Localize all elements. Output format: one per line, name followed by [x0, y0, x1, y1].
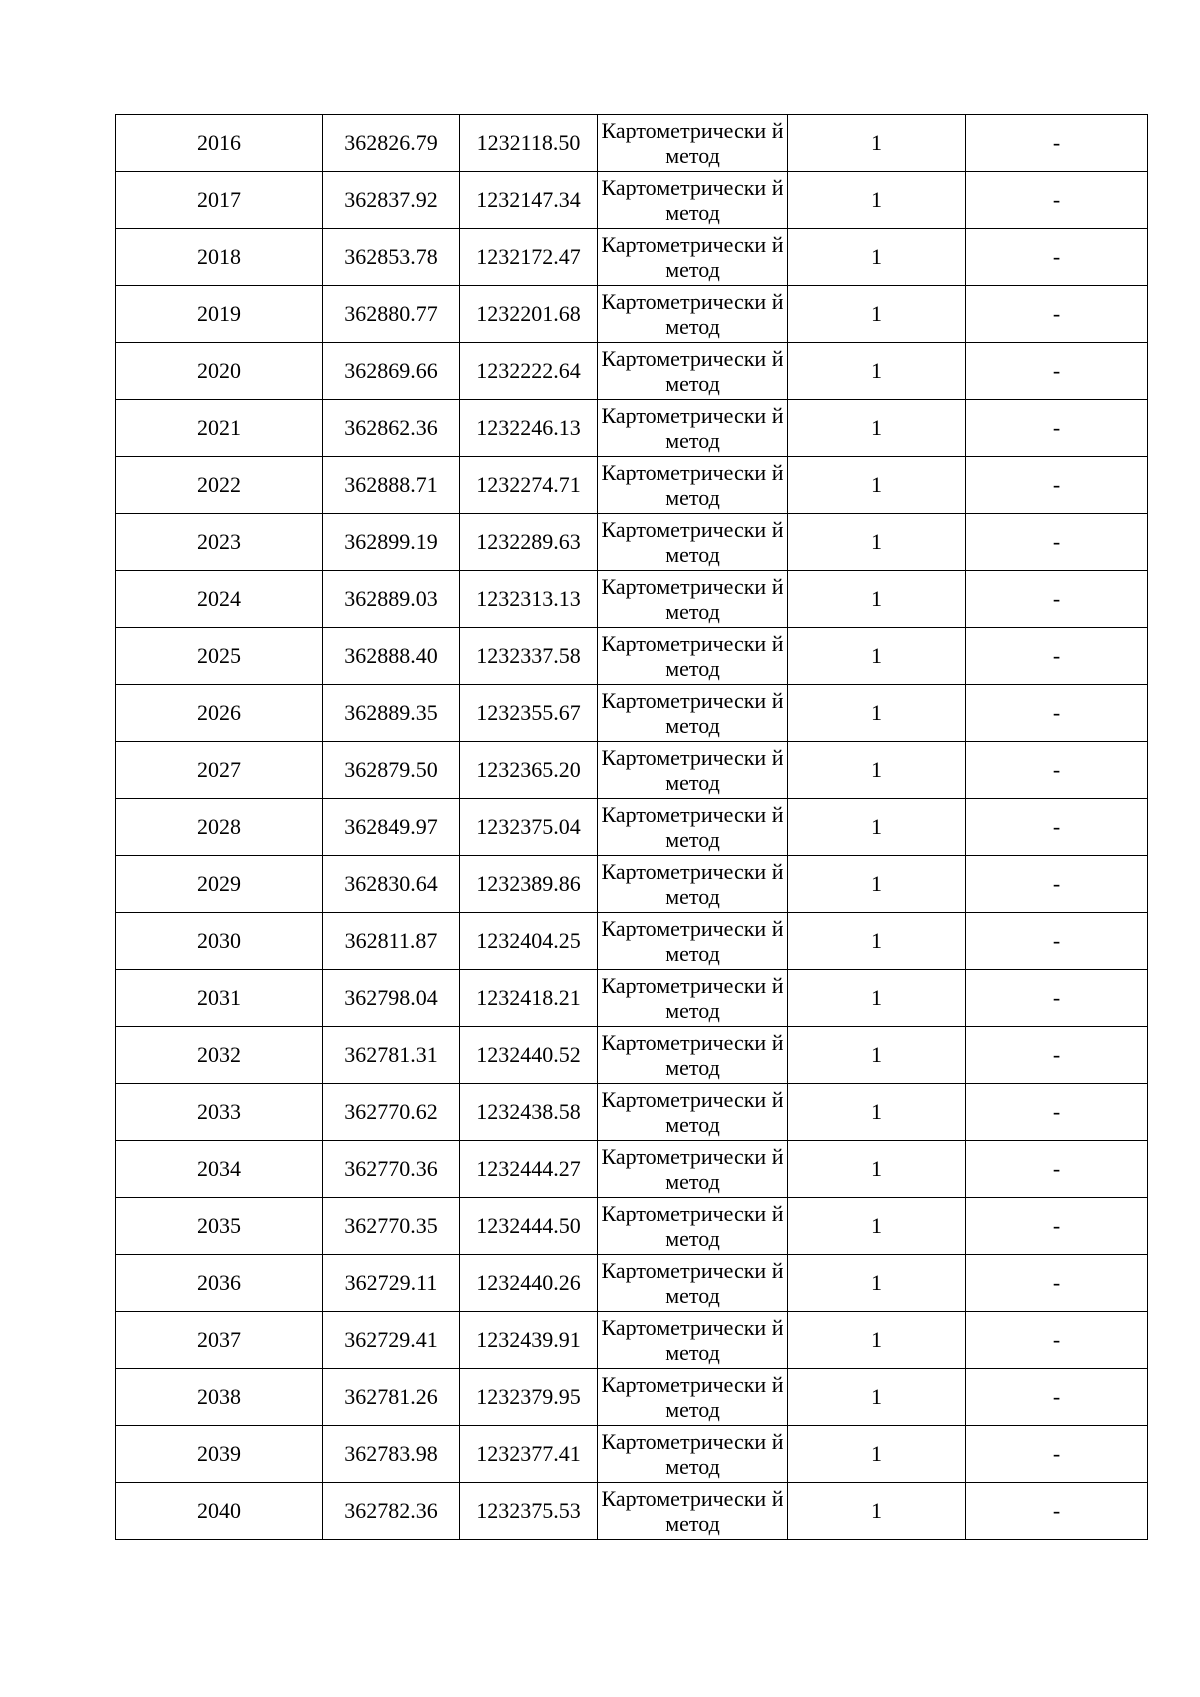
point-number-cell: 2018 [116, 229, 323, 286]
table-row [116, 628, 1148, 685]
method-cell: Картометрически й метод [598, 400, 788, 457]
method-cell: Картометрически й метод [598, 286, 788, 343]
table-row [116, 1084, 1148, 1141]
accuracy-cell: 1 [788, 1426, 966, 1483]
table-row [116, 229, 1148, 286]
point-number-cell: 2021 [116, 400, 323, 457]
table-row [116, 514, 1148, 571]
y-coordinate-cell: 1232337.58 [460, 628, 598, 685]
x-coordinate-cell: 362826.79 [323, 115, 460, 172]
accuracy-cell: 1 [788, 856, 966, 913]
method-cell: Картометрически й метод [598, 742, 788, 799]
x-coordinate-cell: 362888.71 [323, 457, 460, 514]
method-cell: Картометрически й метод [598, 1141, 788, 1198]
method-cell: Картометрически й метод [598, 571, 788, 628]
method-cell: Картометрически й метод [598, 343, 788, 400]
accuracy-cell: 1 [788, 286, 966, 343]
table-row [116, 343, 1148, 400]
note-cell: - [966, 229, 1148, 286]
table-row [116, 1255, 1148, 1312]
point-number-cell: 2020 [116, 343, 323, 400]
y-coordinate-cell: 1232274.71 [460, 457, 598, 514]
x-coordinate-cell: 362879.50 [323, 742, 460, 799]
note-cell: - [966, 1027, 1148, 1084]
y-coordinate-cell: 1232444.27 [460, 1141, 598, 1198]
x-coordinate-cell: 362889.03 [323, 571, 460, 628]
accuracy-cell: 1 [788, 913, 966, 970]
coordinates-table-body [116, 115, 1148, 1540]
point-number-cell: 2038 [116, 1369, 323, 1426]
point-number-cell: 2026 [116, 685, 323, 742]
method-cell: Картометрически й метод [598, 628, 788, 685]
note-cell: - [966, 1369, 1148, 1426]
x-coordinate-cell: 362889.35 [323, 685, 460, 742]
x-coordinate-cell: 362853.78 [323, 229, 460, 286]
note-cell: - [966, 172, 1148, 229]
note-cell: - [966, 286, 1148, 343]
x-coordinate-cell: 362869.66 [323, 343, 460, 400]
point-number-cell: 2037 [116, 1312, 323, 1369]
accuracy-cell: 1 [788, 685, 966, 742]
note-cell: - [966, 742, 1148, 799]
table-row [116, 1141, 1148, 1198]
accuracy-cell: 1 [788, 400, 966, 457]
x-coordinate-cell: 362770.35 [323, 1198, 460, 1255]
y-coordinate-cell: 1232379.95 [460, 1369, 598, 1426]
y-coordinate-cell: 1232313.13 [460, 571, 598, 628]
x-coordinate-cell: 362798.04 [323, 970, 460, 1027]
y-coordinate-cell: 1232440.52 [460, 1027, 598, 1084]
method-cell: Картометрически й метод [598, 1198, 788, 1255]
table-row [116, 457, 1148, 514]
accuracy-cell: 1 [788, 457, 966, 514]
x-coordinate-cell: 362837.92 [323, 172, 460, 229]
table-row [116, 172, 1148, 229]
x-coordinate-cell: 362781.31 [323, 1027, 460, 1084]
method-cell: Картометрически й метод [598, 115, 788, 172]
accuracy-cell: 1 [788, 799, 966, 856]
y-coordinate-cell: 1232365.20 [460, 742, 598, 799]
accuracy-cell: 1 [788, 115, 966, 172]
accuracy-cell: 1 [788, 1483, 966, 1540]
accuracy-cell: 1 [788, 1198, 966, 1255]
table-row [116, 856, 1148, 913]
point-number-cell: 2027 [116, 742, 323, 799]
point-number-cell: 2033 [116, 1084, 323, 1141]
point-number-cell: 2028 [116, 799, 323, 856]
accuracy-cell: 1 [788, 628, 966, 685]
accuracy-cell: 1 [788, 970, 966, 1027]
y-coordinate-cell: 1232172.47 [460, 229, 598, 286]
x-coordinate-cell: 362862.36 [323, 400, 460, 457]
accuracy-cell: 1 [788, 1255, 966, 1312]
table-row [116, 1483, 1148, 1540]
accuracy-cell: 1 [788, 172, 966, 229]
table-row [116, 286, 1148, 343]
accuracy-cell: 1 [788, 1369, 966, 1426]
y-coordinate-cell: 1232355.67 [460, 685, 598, 742]
method-cell: Картометрически й метод [598, 1255, 788, 1312]
y-coordinate-cell: 1232289.63 [460, 514, 598, 571]
point-number-cell: 2019 [116, 286, 323, 343]
accuracy-cell: 1 [788, 1027, 966, 1084]
point-number-cell: 2030 [116, 913, 323, 970]
accuracy-cell: 1 [788, 742, 966, 799]
note-cell: - [966, 514, 1148, 571]
x-coordinate-cell: 362830.64 [323, 856, 460, 913]
method-cell: Картометрически й метод [598, 856, 788, 913]
y-coordinate-cell: 1232440.26 [460, 1255, 598, 1312]
table-row [116, 913, 1148, 970]
method-cell: Картометрически й метод [598, 1426, 788, 1483]
x-coordinate-cell: 362849.97 [323, 799, 460, 856]
method-cell: Картометрически й метод [598, 1312, 788, 1369]
point-number-cell: 2031 [116, 970, 323, 1027]
note-cell: - [966, 970, 1148, 1027]
note-cell: - [966, 913, 1148, 970]
note-cell: - [966, 1426, 1148, 1483]
y-coordinate-cell: 1232246.13 [460, 400, 598, 457]
method-cell: Картометрически й метод [598, 514, 788, 571]
x-coordinate-cell: 362888.40 [323, 628, 460, 685]
note-cell: - [966, 1483, 1148, 1540]
x-coordinate-cell: 362899.19 [323, 514, 460, 571]
accuracy-cell: 1 [788, 343, 966, 400]
table-row [116, 685, 1148, 742]
table-row [116, 571, 1148, 628]
x-coordinate-cell: 362770.36 [323, 1141, 460, 1198]
y-coordinate-cell: 1232201.68 [460, 286, 598, 343]
note-cell: - [966, 571, 1148, 628]
x-coordinate-cell: 362783.98 [323, 1426, 460, 1483]
y-coordinate-cell: 1232375.04 [460, 799, 598, 856]
y-coordinate-cell: 1232389.86 [460, 856, 598, 913]
coordinates-table [115, 114, 1148, 1540]
table-row [116, 1426, 1148, 1483]
method-cell: Картометрически й метод [598, 1027, 788, 1084]
note-cell: - [966, 1198, 1148, 1255]
method-cell: Картометрически й метод [598, 229, 788, 286]
x-coordinate-cell: 362811.87 [323, 913, 460, 970]
x-coordinate-cell: 362729.41 [323, 1312, 460, 1369]
y-coordinate-cell: 1232377.41 [460, 1426, 598, 1483]
accuracy-cell: 1 [788, 229, 966, 286]
point-number-cell: 2024 [116, 571, 323, 628]
note-cell: - [966, 457, 1148, 514]
point-number-cell: 2035 [116, 1198, 323, 1255]
point-number-cell: 2016 [116, 115, 323, 172]
note-cell: - [966, 343, 1148, 400]
x-coordinate-cell: 362782.36 [323, 1483, 460, 1540]
x-coordinate-cell: 362781.26 [323, 1369, 460, 1426]
table-row [116, 1027, 1148, 1084]
note-cell: - [966, 400, 1148, 457]
accuracy-cell: 1 [788, 1084, 966, 1141]
point-number-cell: 2032 [116, 1027, 323, 1084]
point-number-cell: 2023 [116, 514, 323, 571]
x-coordinate-cell: 362880.77 [323, 286, 460, 343]
point-number-cell: 2017 [116, 172, 323, 229]
note-cell: - [966, 1255, 1148, 1312]
table-row [116, 799, 1148, 856]
method-cell: Картометрически й метод [598, 799, 788, 856]
accuracy-cell: 1 [788, 1312, 966, 1369]
y-coordinate-cell: 1232404.25 [460, 913, 598, 970]
y-coordinate-cell: 1232222.64 [460, 343, 598, 400]
y-coordinate-cell: 1232444.50 [460, 1198, 598, 1255]
note-cell: - [966, 685, 1148, 742]
note-cell: - [966, 628, 1148, 685]
y-coordinate-cell: 1232147.34 [460, 172, 598, 229]
method-cell: Картометрически й метод [598, 913, 788, 970]
y-coordinate-cell: 1232418.21 [460, 970, 598, 1027]
method-cell: Картометрически й метод [598, 457, 788, 514]
table-row [116, 400, 1148, 457]
method-cell: Картометрически й метод [598, 1483, 788, 1540]
note-cell: - [966, 799, 1148, 856]
note-cell: - [966, 856, 1148, 913]
point-number-cell: 2022 [116, 457, 323, 514]
table-row [116, 1369, 1148, 1426]
x-coordinate-cell: 362729.11 [323, 1255, 460, 1312]
y-coordinate-cell: 1232118.50 [460, 115, 598, 172]
point-number-cell: 2029 [116, 856, 323, 913]
table-row [116, 742, 1148, 799]
point-number-cell: 2040 [116, 1483, 323, 1540]
method-cell: Картометрически й метод [598, 172, 788, 229]
y-coordinate-cell: 1232438.58 [460, 1084, 598, 1141]
accuracy-cell: 1 [788, 1141, 966, 1198]
table-row [116, 970, 1148, 1027]
method-cell: Картометрически й метод [598, 970, 788, 1027]
table-row [116, 1312, 1148, 1369]
point-number-cell: 2025 [116, 628, 323, 685]
note-cell: - [966, 1312, 1148, 1369]
point-number-cell: 2034 [116, 1141, 323, 1198]
note-cell: - [966, 115, 1148, 172]
table-row [116, 1198, 1148, 1255]
method-cell: Картометрически й метод [598, 1369, 788, 1426]
point-number-cell: 2039 [116, 1426, 323, 1483]
accuracy-cell: 1 [788, 571, 966, 628]
x-coordinate-cell: 362770.62 [323, 1084, 460, 1141]
y-coordinate-cell: 1232375.53 [460, 1483, 598, 1540]
accuracy-cell: 1 [788, 514, 966, 571]
note-cell: - [966, 1141, 1148, 1198]
y-coordinate-cell: 1232439.91 [460, 1312, 598, 1369]
table-row [116, 115, 1148, 172]
note-cell: - [966, 1084, 1148, 1141]
point-number-cell: 2036 [116, 1255, 323, 1312]
method-cell: Картометрически й метод [598, 685, 788, 742]
method-cell: Картометрически й метод [598, 1084, 788, 1141]
